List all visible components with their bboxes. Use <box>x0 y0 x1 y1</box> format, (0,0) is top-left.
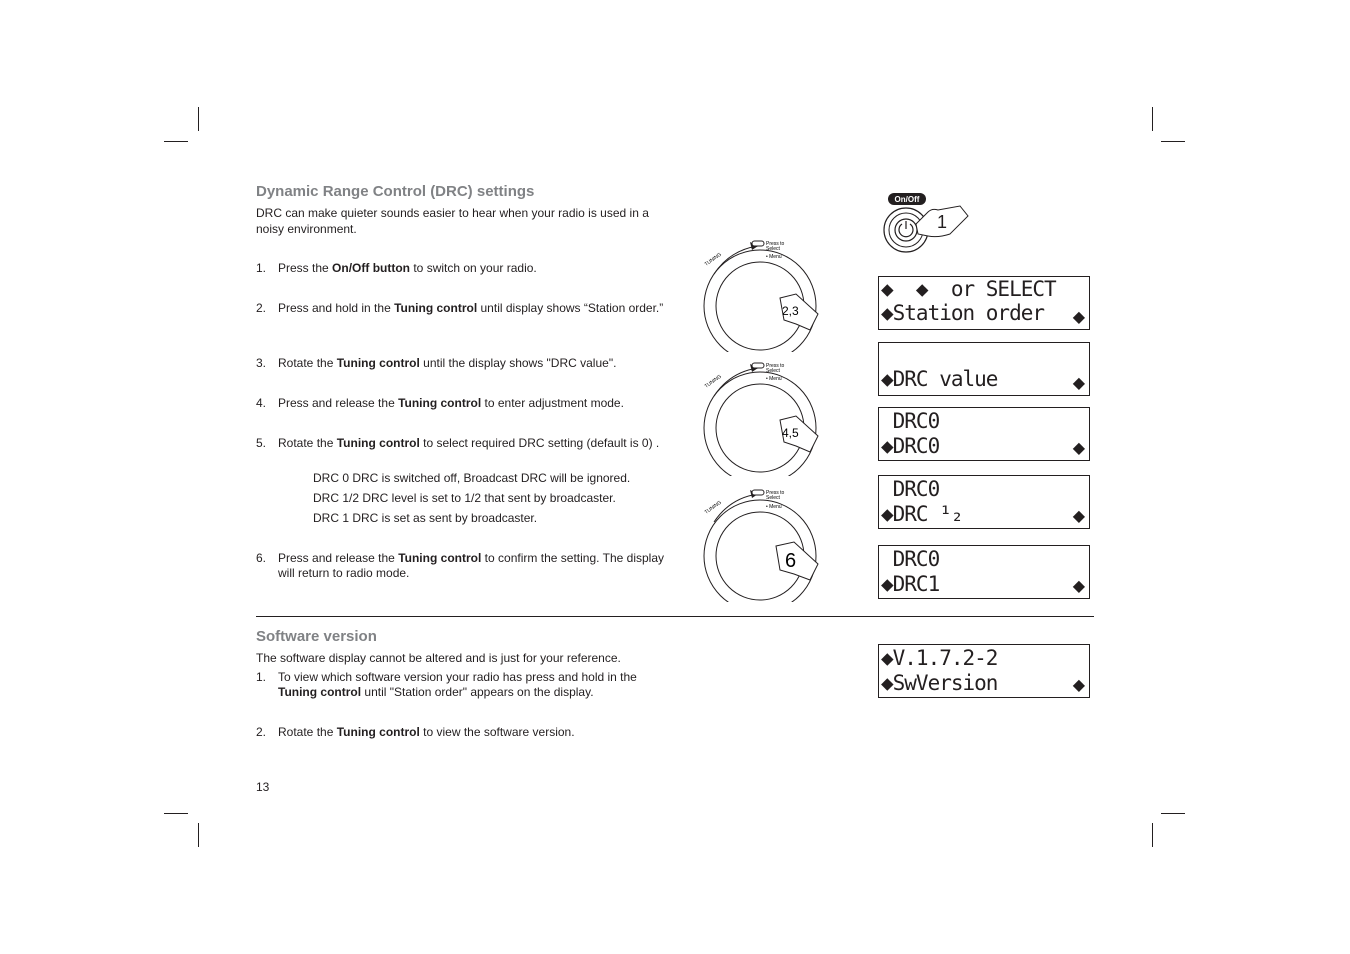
crop-mark <box>198 107 199 131</box>
lcd-line-2: ◆DRC ¹₂ <box>881 502 963 526</box>
svg-text:Press to: Press to <box>766 241 785 247</box>
lcd-line-2: ◆Station order <box>881 301 1045 325</box>
dial-step-label: 4,5 <box>782 426 799 440</box>
lcd-display <box>878 644 1090 698</box>
drc-intro: DRC can make quieter sounds easier to hear when your radio is used in a noisy environment. <box>256 206 649 236</box>
svg-text:Press to: Press to <box>766 490 785 496</box>
svg-text:Press to: Press to <box>766 363 785 369</box>
svg-text:TUNING: TUNING <box>703 373 723 390</box>
right-arrow-icon: ◆ <box>1072 677 1085 694</box>
power-button-illustration <box>876 190 976 258</box>
lcd-display <box>878 475 1090 529</box>
lcd-line-1: DRC0 <box>881 547 940 571</box>
lcd-line-2: ◆DRC value <box>881 367 998 391</box>
right-arrow-icon: ◆ <box>1072 508 1085 525</box>
dial-step-label: 6 <box>785 550 797 572</box>
right-arrow-icon: ◆ <box>1072 440 1085 457</box>
lcd-display <box>878 545 1090 599</box>
svg-text:Select: Select <box>766 495 780 501</box>
section-heading-drc: Dynamic Range Control (DRC) settings <box>256 183 535 200</box>
crop-mark <box>1161 813 1185 814</box>
lcd-line-1: ◆ ◆ or SELECT <box>881 277 1056 301</box>
svg-text:Select: Select <box>766 368 780 374</box>
right-arrow-icon: ◆ <box>1072 309 1085 326</box>
tuning-dial-illustration <box>700 360 830 476</box>
software-intro: The software display cannot be altered and is just for your reference. <box>256 651 621 665</box>
lcd-display <box>878 276 1090 330</box>
lcd-line-1: ◆V.1.7.2-2 <box>881 646 998 670</box>
page-number: 13 <box>256 780 270 794</box>
crop-mark <box>164 813 188 814</box>
tuning-dial-illustration <box>700 236 830 352</box>
lcd-line-2: ◆DRC0 <box>881 434 940 458</box>
section-divider <box>256 616 1094 617</box>
lcd-display <box>878 407 1090 461</box>
drc-option-1: DRC 1 DRC is set as sent by broadcaster. <box>313 511 538 525</box>
crop-mark <box>1152 823 1153 847</box>
lcd-line-1: DRC0 <box>881 409 940 433</box>
crop-mark <box>198 823 199 847</box>
lcd-line-2: ◆DRC1 <box>881 572 940 596</box>
drc-option-half: DRC 1/2 DRC level is set to 1/2 that sent by broadcaster. <box>313 491 616 505</box>
lcd-display <box>878 342 1090 396</box>
right-arrow-icon: ◆ <box>1072 578 1085 595</box>
section-heading-software: Software version <box>256 628 377 645</box>
svg-text:TUNING: TUNING <box>703 251 723 268</box>
lcd-line-1: DRC0 <box>881 477 940 501</box>
crop-mark <box>1152 107 1153 131</box>
onoff-step-label: 1 <box>937 212 948 232</box>
svg-text:TUNING: TUNING <box>703 499 723 516</box>
crop-mark <box>1161 141 1185 142</box>
svg-text:• Menu: • Menu <box>766 504 782 510</box>
svg-text:Select: Select <box>766 246 780 252</box>
lcd-line-2: ◆SwVersion <box>881 671 998 695</box>
onoff-label: On/Off <box>894 195 920 204</box>
drc-option-0: DRC 0 DRC is switched off, Broadcast DRC will be ignored. <box>313 471 631 485</box>
dial-step-label: 2,3 <box>782 304 799 318</box>
svg-text:• Menu: • Menu <box>766 376 782 382</box>
right-arrow-icon: ◆ <box>1072 375 1085 392</box>
svg-text:• Menu: • Menu <box>766 254 782 260</box>
crop-mark <box>164 141 188 142</box>
tuning-dial-illustration <box>700 486 830 602</box>
